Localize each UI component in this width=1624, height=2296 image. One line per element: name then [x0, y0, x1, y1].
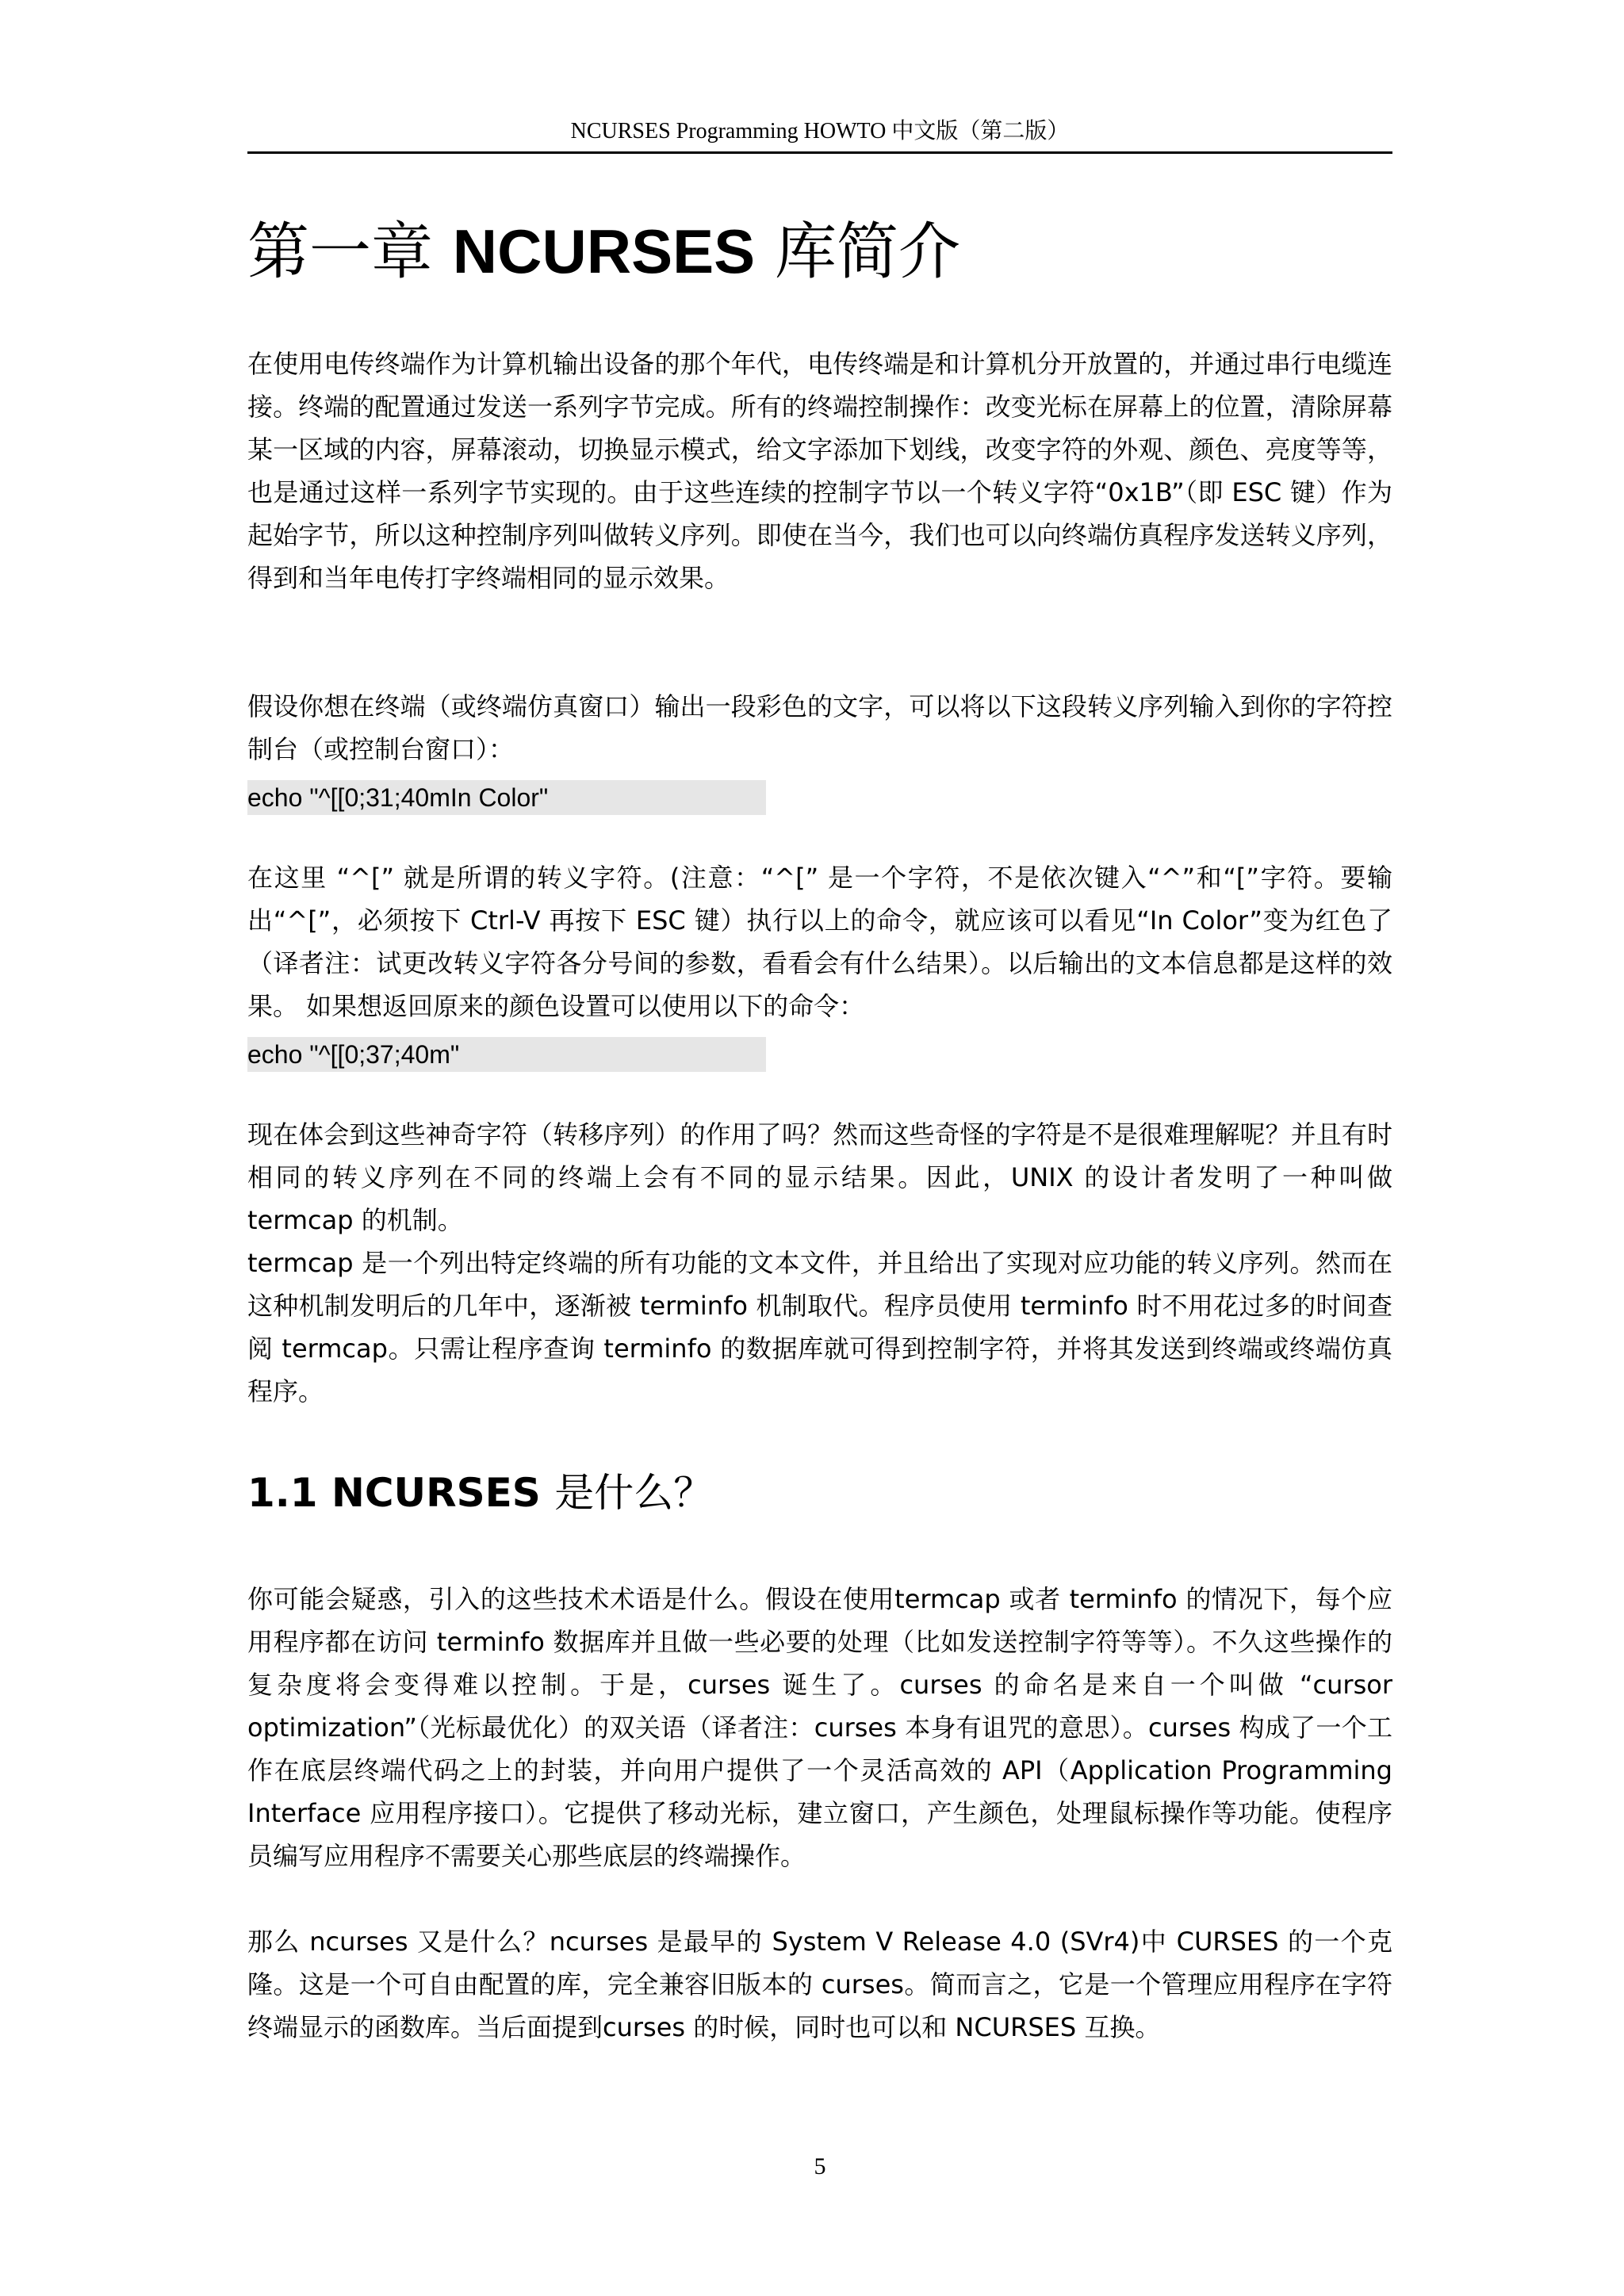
- paragraph-termcap-intro: 现在体会到这些神奇字符（转移序列）的作用了吗？然而这些奇怪的字符是不是很难理解呢？并且有时相同的转义序列在不同的终端上会有不同的显示结果。因此，UNIX 的设计者发明了一种叫做 termcap 的机制。: [247, 1119, 1392, 1235]
- paragraph-escape-char: 在这里 “^[” 就是所谓的转义字符。(注意：“^[” 是一个字符，不是依次键入“^”和“[”字符。要输出“^[”，必须按下 Ctrl-V 再按下 ESC 键）执行以上的命令，就应该可以看见“In Color”变为红色了（译者注：试更改转义字符各分号间的参数，看看会有什么结果）。以后输出的文本信息都是这样的效果。 如果想返回原来的颜色设置可以使用以下的命令：: [247, 863, 1392, 1021]
- header-rule: [247, 151, 1392, 154]
- section-title: [247, 1465, 713, 1521]
- paragraph-termcap: termcap 是一个列出特定终端的所有功能的文本文件，并且给出了实现对应功能的转义序列。然而在这种机制发明后的几年中，逐渐被 terminfo 机制取代。程序员使用 terminfo 时不用花过多的时间查阅 termcap。只需让程序查询 terminfo 的数据库就可得到控制字符，并将其发送到终端或终端仿真程序。: [247, 1248, 1392, 1406]
- section-title-latin: 1.1 NCURSES: [247, 1470, 555, 1516]
- chapter-title-latin: NCURSES: [452, 216, 756, 286]
- page-number: 5: [814, 2153, 826, 2179]
- code-block-color: echo "^[[0;31;40mIn Color": [247, 780, 766, 815]
- paragraph-curses: 你可能会疑惑，引入的这些技术术语是什么。假设在使用termcap 或者 terminfo 的情况下，每个应用程序都在访问 terminfo 数据库并且做一些必要的处理（比如发送控制字符等等）。不久这些操作的复杂度将会变得难以控制。于是，curses 诞生了。curses 的命名是来自一个叫做 “cursor optimization”（光标最优化）的双关语（译者注：curses 本身有诅咒的意思）。curses 构成了一个工作在底层终端代码之上的封装，并向用户提供了一个灵活高效的 API（Application Programming Interface 应用程序接口）。它提供了移动光标，建立窗口，产生颜色，处理鼠标操作等功能。使程序员编写应用程序不需要关心那些底层的终端操作。: [247, 1584, 1392, 1871]
- section-title-cjk: 是什么？: [554, 1470, 714, 1516]
- paragraph-intro: 在使用电传终端作为计算机输出设备的那个年代，电传终端是和计算机分开放置的，并通过串行电缆连接。终端的配置通过发送一系列字节完成。所有的终端控制操作：改变光标在屏幕上的位置，清除屏幕某一区域的内容，屏幕滚动，切换显示模式，给文字添加下划线，改变字符的外观、颜色、亮度等等，也是通过这样一系列字节实现的。由于这些连续的控制字节以一个转义字符“0x1B”（即 ESC 键）作为起始字节，所以这种控制序列叫做转义序列。即使在当今，我们也可以向终端仿真程序发送转义序列，得到和当年电传打字终端相同的显示效果。: [247, 349, 1392, 593]
- code-block-reset: echo "^[[0;37;40m": [247, 1037, 766, 1072]
- paragraph-ncurses: 那么 ncurses 又是什么？ncurses 是最早的 System V Release 4.0 (SVr4)中 CURSES 的一个克隆。这是一个可自由配置的库，完全兼容旧版本的 curses。简而言之，它是一个管理应用程序在字符终端显示的函数库。当后面提到curses 的时候，同时也可以和 NCURSES 互换。: [247, 1927, 1392, 2042]
- paragraph-color-example: 假设你想在终端（或终端仿真窗口）输出一段彩色的文字，可以将以下这段转义序列输入到你的字符控制台（或控制台窗口）：: [247, 691, 1392, 764]
- chapter-title-suffix: 库简介: [755, 216, 960, 288]
- chapter-title-prefix: 第一章: [247, 216, 453, 288]
- chapter-title: [247, 208, 960, 296]
- running-header: NCURSES Programming HOWTO 中文版（第二版）: [570, 119, 1070, 144]
